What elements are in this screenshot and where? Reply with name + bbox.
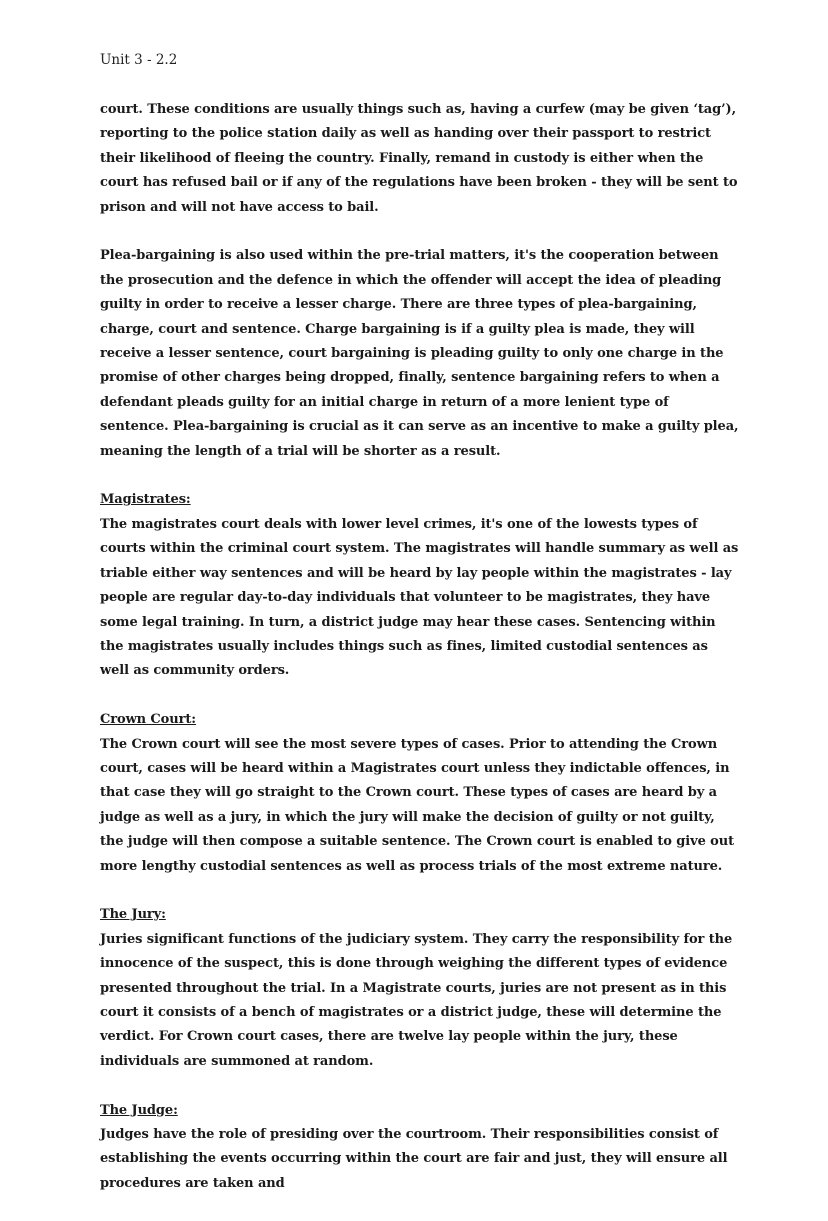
page-header (100, 50, 177, 70)
section-heading-magistrates: Magistrates: (100, 492, 191, 508)
section-body-judge: Judges have the role of presiding over the courtroom. Their responsibilities consist of establishing the events occurring within the court are fair and just, they will ensure all procedures are taken and (100, 1126, 728, 1191)
section-heading-judge: The Judge: (100, 1102, 178, 1118)
section-crown-court (100, 708, 740, 879)
section-judge (100, 1099, 740, 1197)
section-jury (100, 903, 740, 1074)
section-body-magistrates: The magistrates court deals with lower level crimes, it's one of the lowests types of courts within the criminal court system. The magistrates will handle summary as well as triable either way sentences and will be heard by lay people within the magistrates - lay people are regular day-to-day individuals that volunteer to be magistrates, they have some legal training. In turn, a district judge may hear these cases. Sentencing within the magistrates usually includes things such as fines, limited custodial sentences as well as community orders. (100, 516, 739, 679)
section-magistrates (100, 488, 740, 683)
document-body (100, 98, 740, 1221)
section-body-crown-court: The Crown court will see the most severe types of cases. Prior to attending the Crown court, cases will be heard within a Magistrates court unless they indictable offences, in that case they will go straight to the Crown court. These types of cases are heard by a judge as well as a jury, in which the jury will make the decision of guilty or not guilty, the judge will then compose a suitable sentence. The Crown court is enabled to give out more lengthy custodial sentences as well as process trials of the most extreme nature. (100, 736, 734, 874)
section-body-jury: Juries significant functions of the judiciary system. They carry the responsibility for the innocence of the suspect, this is done through weighing the different types of evidence presented throughout the trial. In a Magistrate courts, juries are not present as in this court it consists of a bench of magistrates or a district judge, these will determine the verdict. For Crown court cases, there are twelve lay people within the jury, these individuals are summoned at random. (100, 931, 733, 1069)
section-heading-jury: The Jury: (100, 907, 166, 923)
section-heading-crown-court: Crown Court: (100, 712, 196, 728)
unit-label: Unit 3 - 2.2 (100, 52, 178, 68)
paragraph-bail-conditions: court. These conditions are usually things such as, having a curfew (may be given ‘tag’), reporting to the police station daily as well as handing over their passport to restrict their likelihood of fleeing the country. Finally, remand in custody is either when the court has refused bail or if any of the regulations have been broken - they will be sent to prison and will not have access to bail. (100, 102, 738, 215)
paragraph-plea-bargaining: Plea-bargaining is also used within the pre-trial matters, it's the cooperation between the prosecution and the defence in which the offender will accept the idea of pleading guilty in order to receive a lesser charge. There are three types of plea-bargaining, charge, court and sentence. Charge bargaining is if a guilty plea is made, they will receive a lesser sentence, court bargaining is pleading guilty to only one charge in the promise of other charges being dropped, finally, sentence bargaining refers to when a defendant pleads guilty for an initial charge in return of a more lenient type of sentence. Plea-bargaining is crucial as it can serve as an incentive to make a guilty plea, meaning the length of a trial will be shorter as a result. (100, 248, 739, 459)
